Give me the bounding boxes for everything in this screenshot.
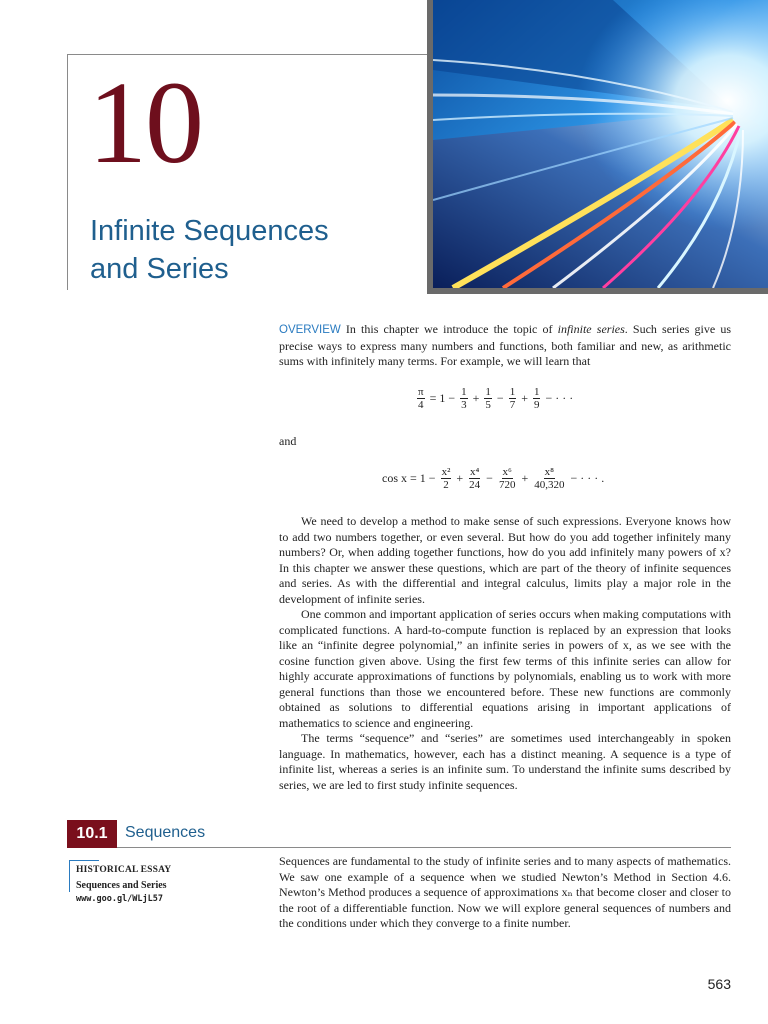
essay-name: Sequences and Series bbox=[76, 880, 167, 891]
essay-rule-left bbox=[69, 860, 70, 892]
paragraph-1: We need to develop a method to make sense of such expressions. Everyone knows how to add two numbers together, or even several. But how do you add together infinitely many numbers? Or, when adding together functions, how do you add infinitely many powers of x? In this chapter we answer these questions, which are part of the theory of infinite sequences and series. As with the differential and integral calculus, limits play a major role in the development of infinite series. bbox=[279, 514, 731, 606]
chapter-hero-image bbox=[427, 0, 768, 294]
chapter-title bbox=[90, 212, 390, 288]
cos-series-equation: cos x = 1 − $\frac{\text{x²}}{2}$ + $\frac{\text{x⁴}}{24}$ − $\frac{\text{x⁶}}{720}$ + $\frac{\text{x⁸}}{40,320}$ − · · · . bbox=[382, 466, 605, 491]
section-rule bbox=[117, 847, 731, 848]
chapter-title-line2: and Series bbox=[90, 253, 229, 285]
essay-link[interactable]: www.goo.gl/WLjL57 bbox=[76, 894, 163, 904]
essay-rule-top bbox=[69, 860, 99, 861]
section-heading bbox=[67, 820, 731, 848]
overview-text-a: In this chapter we introduce the topic of bbox=[340, 322, 558, 336]
section-paragraph bbox=[279, 854, 731, 932]
body-paragraphs bbox=[279, 514, 731, 793]
paragraph-3: The terms “sequence” and “series” are sometimes used interchangeably in spoken language. In mathematics, however, each has a distinct meaning. A sequence is a type of infinite list, whereas a series is an infinite sum. To understand the infinite sums described by series, we are led to first study infinite sequences. bbox=[279, 731, 731, 792]
overview-italic-term: infinite series bbox=[557, 322, 625, 336]
chapter-number: 10 bbox=[88, 57, 202, 188]
overview-paragraph bbox=[279, 322, 731, 370]
section-title: Sequences bbox=[125, 824, 206, 841]
pi-series-equation: $\frac{\pi}{4}$ = 1 − $\frac{1}{3}$ + $\frac{1}{5}$ − $\frac{1}{7}$ + $\frac{1}{9}$ − · · · bbox=[418, 386, 574, 411]
overview-label: OVERVIEW bbox=[279, 324, 341, 336]
chapter-frame-left bbox=[67, 54, 68, 290]
section-number: 10.1 bbox=[67, 820, 117, 848]
section-text: Sequences are fundamental to the study of infinite series and to many aspects of mathematics. We saw one example of a sequence when we studied Newton’s Method in Section 4.6. Newton’s Method produces a sequence of approximations xₙ that become closer and closer to the root of a differentiable function. Now we will explore general sequences of numbers and the conditions under which they converge to a finite number. bbox=[279, 854, 731, 930]
page-number: 563 bbox=[707, 976, 731, 992]
chapter-title-line1: Infinite Sequences bbox=[90, 215, 329, 247]
overview-text-b: . Such series give us precise ways to express many numbers and functions, both familiar and new, as arithmetic sums with infinitely many terms. For example, we will learn that bbox=[279, 322, 731, 368]
paragraph-2: One common and important application of series occurs when making computations with complicated functions. A hard-to-compute function is replaced by an expression that looks like an “infinite degree polynomial,” an infinite series in powers of x, as we see with the cosine function given above. Using the first few terms of this infinite series can allow for highly accurate approximations of functions by polynomials, enabling us to work with more general functions than those we encountered before. These new functions are commonly obtained as solutions to differential equations arising in important applications of mathematics to science and engineering. bbox=[279, 607, 731, 730]
chapter-frame-top bbox=[67, 54, 433, 55]
essay-label: HISTORICAL ESSAY bbox=[76, 865, 172, 875]
and-word: and bbox=[279, 434, 297, 448]
light-streaks-illustration bbox=[433, 0, 768, 288]
